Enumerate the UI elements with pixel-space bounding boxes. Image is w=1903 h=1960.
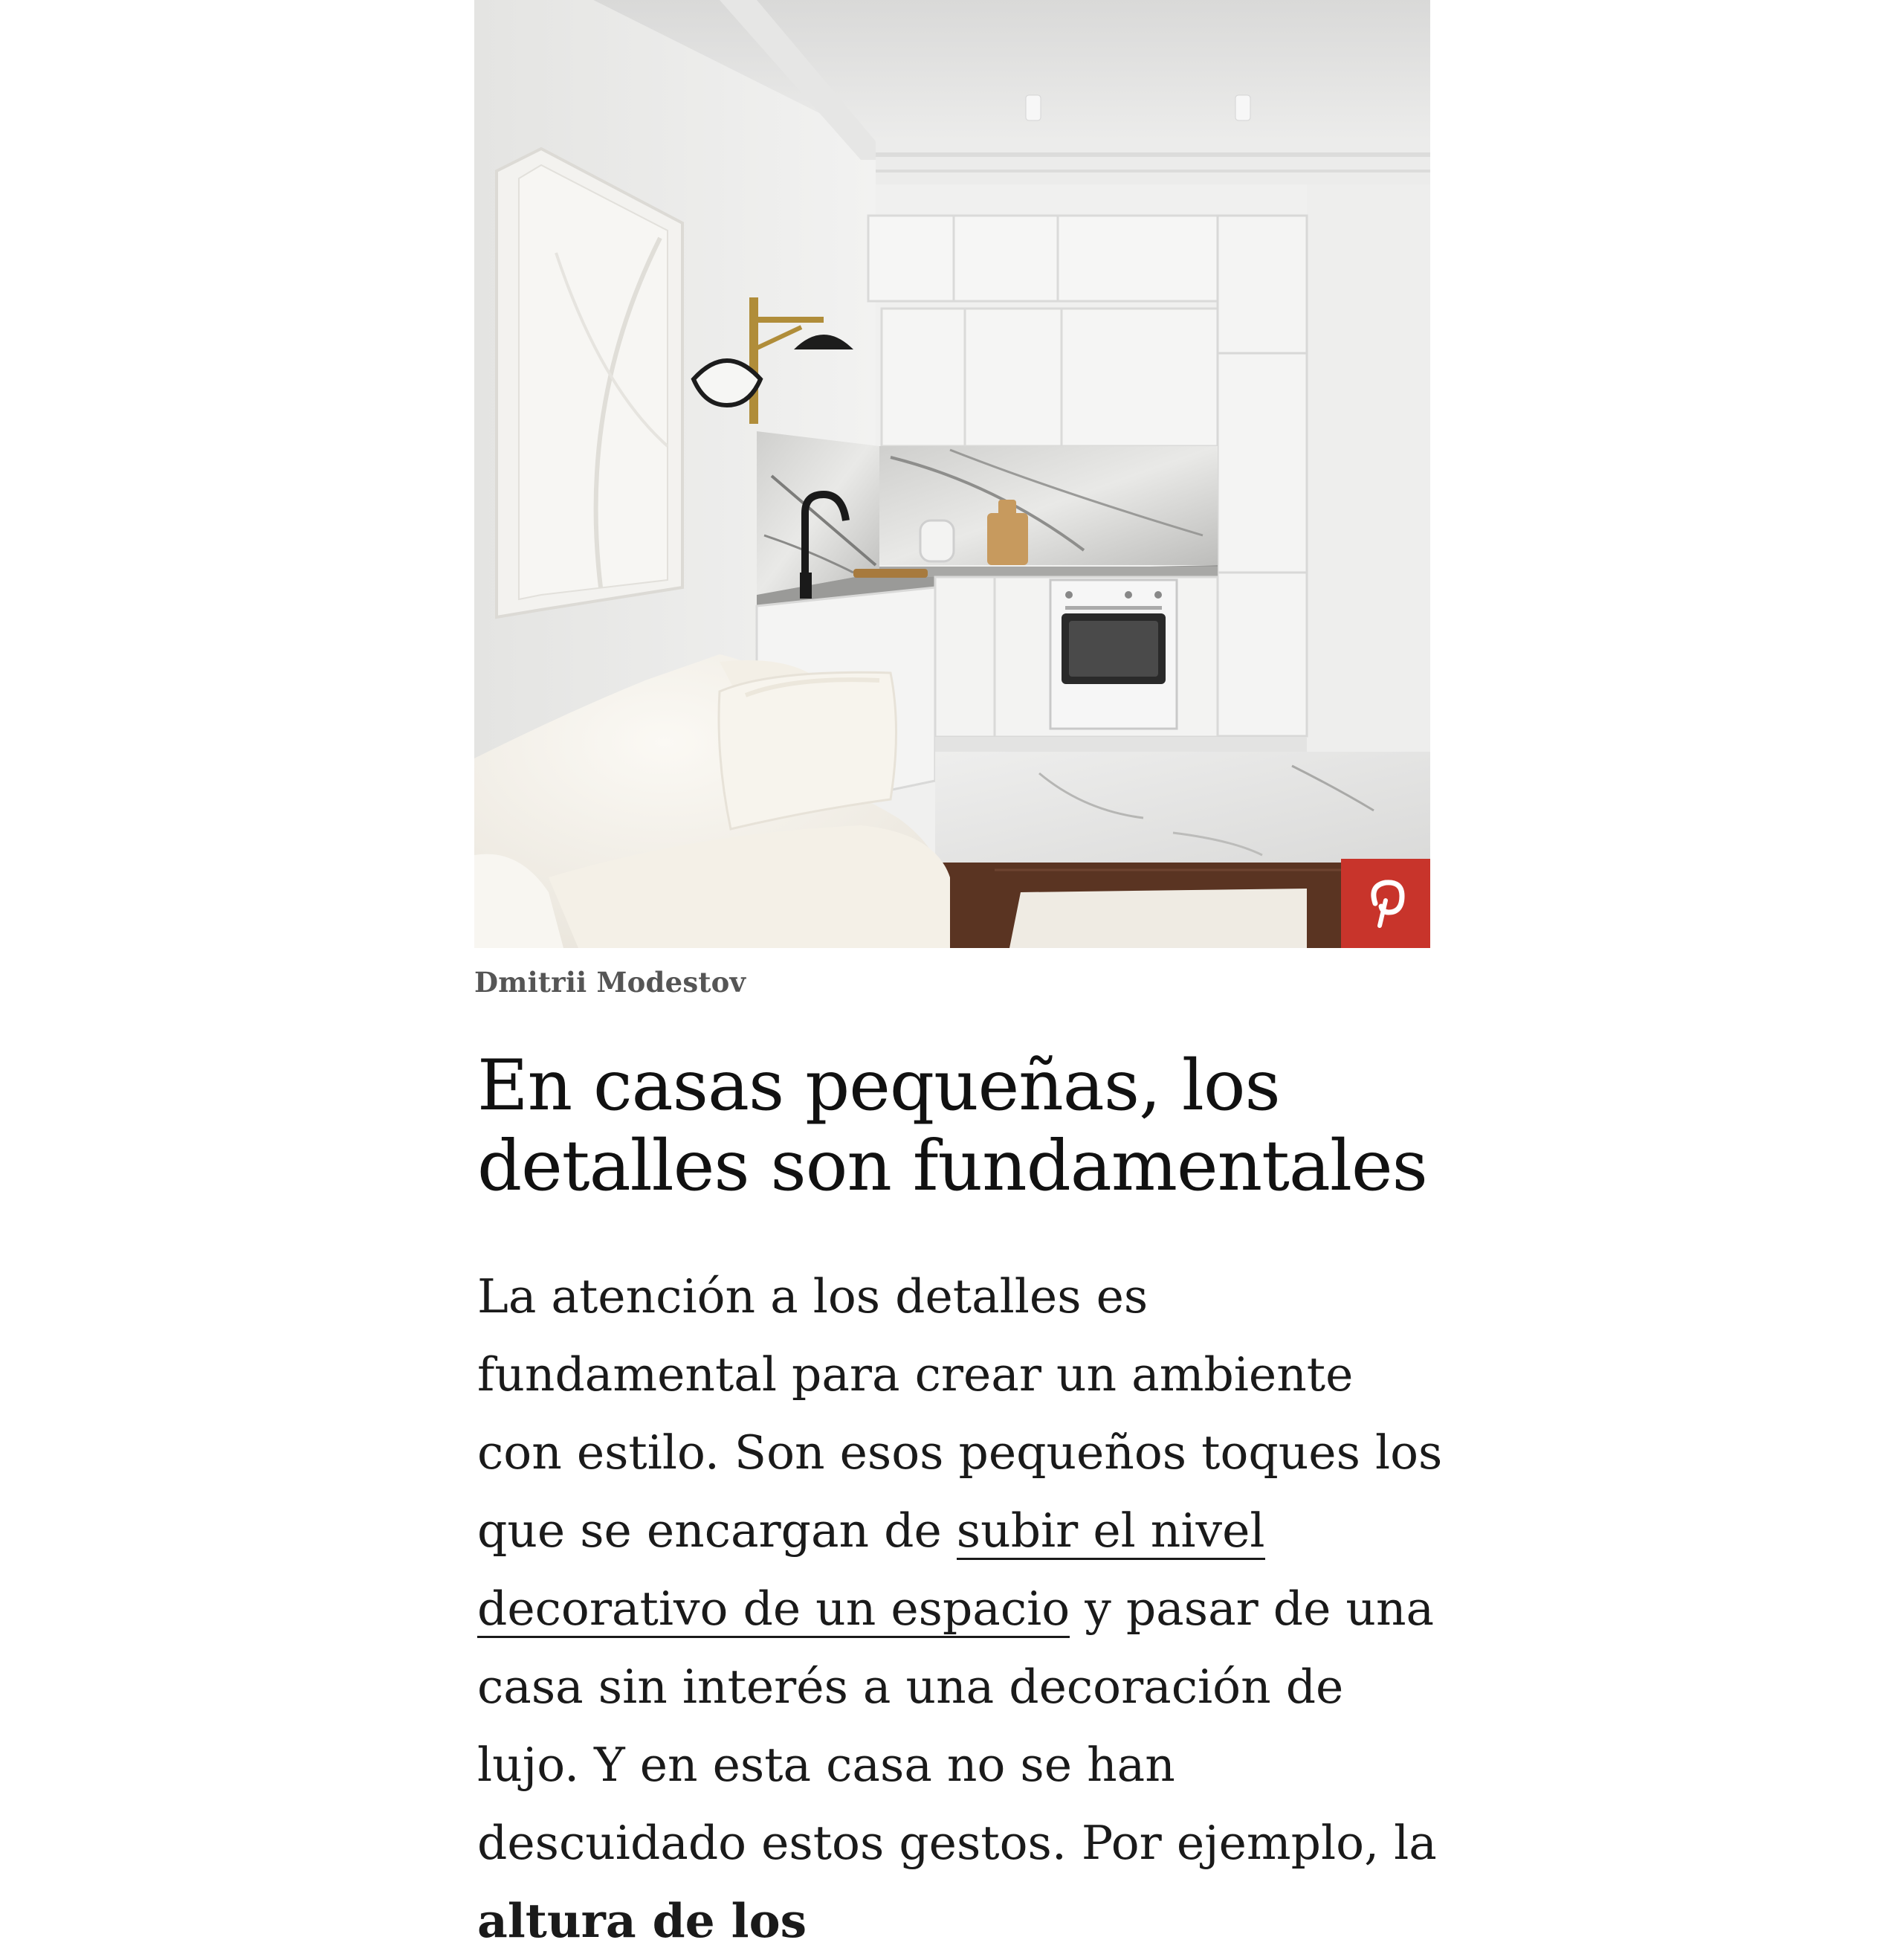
pinterest-icon [1363,878,1408,929]
paragraph-bold-text: altura de los [477,1893,807,1949]
paragraph-text-2: y pasar de una casa sin interés a una decoración de lujo. Y en esta casa no se han descuidado estos gestos. Por ejemplo, la [477,1582,1437,1871]
hero-image [474,0,1430,948]
photo-credit: Dmitrii Modestov [474,966,746,999]
decor-level-link[interactable]: subir el nivel decorativo de un espacio [477,1503,1265,1638]
kitchen-photo [474,0,1430,948]
paragraph-text-1: La atención a los detalles es fundamental para crear un ambiente con estilo. Son esos pequeños toques los que se encargan de [477,1269,1443,1558]
section-headline [477,1046,1430,1207]
headline-line-2: detalles son fundamentales [477,1126,1427,1208]
article-column [474,0,1443,1960]
article-paragraph [477,1257,1444,1960]
headline-line-1: En casas pequeñas, los [477,1045,1280,1127]
pinterest-save-button[interactable] [1341,859,1430,948]
